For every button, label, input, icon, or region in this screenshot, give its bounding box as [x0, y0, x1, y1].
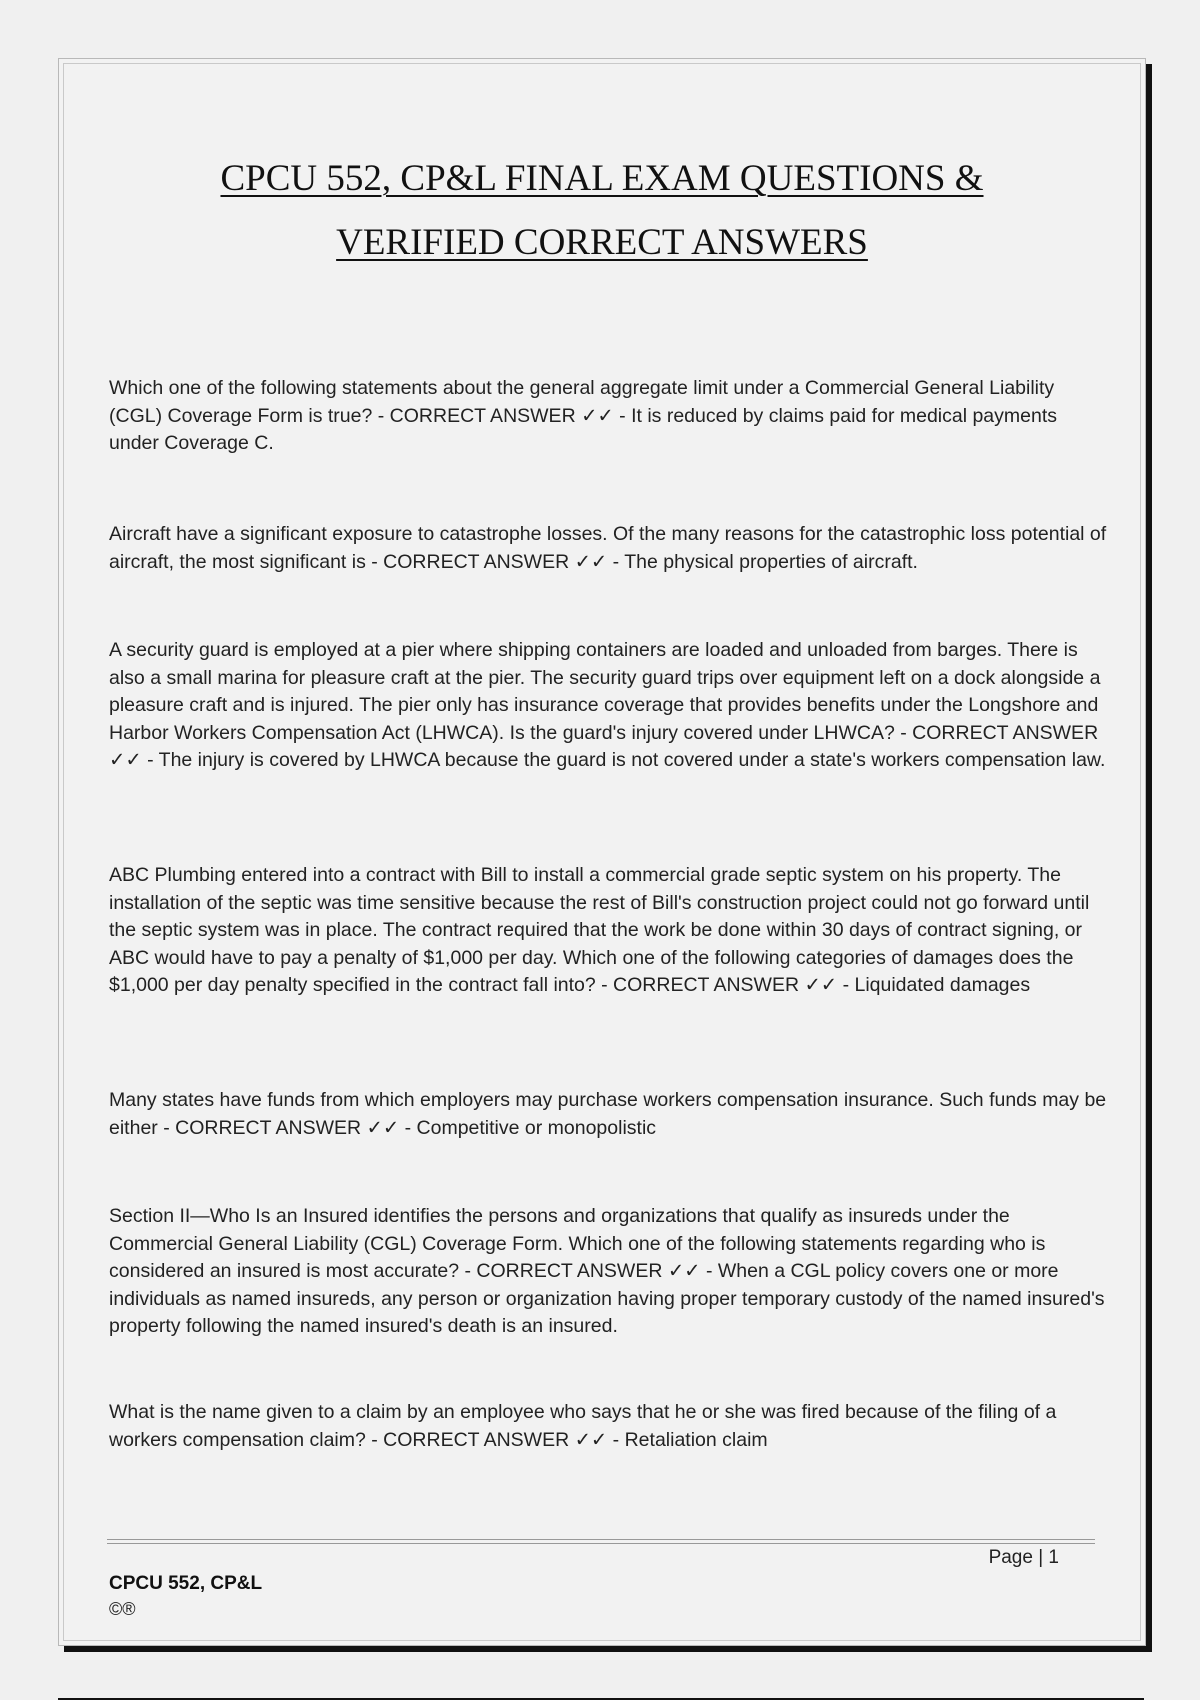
footer-course-title: CPCU 552, CP&L — [109, 1573, 263, 1594]
question-answer-6: Section II—Who Is an Insured identifies the persons and organizations that qualify as insureds under the Commercial General Liability (CGL) Coverage Form. Which one of the following statements regarding who is considered an insured is most accurate? - CORRECT ANSWER ✓✓ - When a CGL policy covers one or more individuals as named insureds, any person or organization having proper temporary custody of the named insured's property following the named insured's death is an insured. — [109, 1205, 1105, 1337]
footer-divider — [107, 1539, 1095, 1544]
document-title-line-1: CPCU 552, CP&L FINAL EXAM QUESTIONS & — [220, 158, 984, 199]
question-answer-1: Which one of the following statements about the general aggregate limit under a Commercial General Liability (CGL) Coverage Form is true? - CORRECT ANSWER ✓✓ - It is reduced by claims paid for medical payments under Coverage C. — [109, 377, 1058, 454]
question-answer-4: ABC Plumbing entered into a contract with Bill to install a commercial grade septic system on his property. The installation of the septic was time sensitive because the rest of Bill's construction project could not go forward until the septic system was in place. The contract required that the work be done within 30 days of contract signing, or ABC would have to pay a penalty of $1,000 per day. Which one of the following categories of damages does the $1,000 per day penalty specified in the contract fall into? - CORRECT ANSWER ✓✓ - Liquidated damages — [109, 864, 1090, 996]
document-title — [59, 147, 1145, 275]
question-answer-2: Aircraft have a significant exposure to catastrophe losses. Of the many reasons for the catastrophic loss potential of aircraft, the most significant is - CORRECT ANSWER ✓✓ - The physical properties of aircraft. — [109, 523, 1107, 573]
footer-copyright-mark: ©® — [109, 1599, 136, 1619]
document-page — [58, 58, 1146, 1646]
document-title-line-2: VERIFIED CORRECT ANSWERS — [336, 222, 868, 263]
question-answer-5: Many states have funds from which employers may purchase workers compensation insurance. Such funds may be either - CORRECT ANSWER ✓✓ - Competitive or monopolistic — [109, 1089, 1107, 1139]
question-answer-3: A security guard is employed at a pier where shipping containers are loaded and unloaded from barges. There is also a small marina for pleasure craft at the pier. The security guard trips over equipment left on a dock alongside a pleasure craft and is injured. The pier only has insurance coverage that provides benefits under the Longshore and Harbor Workers Compensation Act (LHWCA). Is the guard's injury covered under LHWCA? - CORRECT ANSWER ✓✓ - The injury is covered by LHWCA because the guard is not covered under a state's workers compensation law. — [109, 639, 1106, 771]
question-answer-7: What is the name given to a claim by an employee who says that he or she was fired because of the filing of a workers compensation claim? - CORRECT ANSWER ✓✓ - Retaliation claim — [109, 1401, 1057, 1451]
page-number: Page | 1 — [988, 1547, 1059, 1568]
